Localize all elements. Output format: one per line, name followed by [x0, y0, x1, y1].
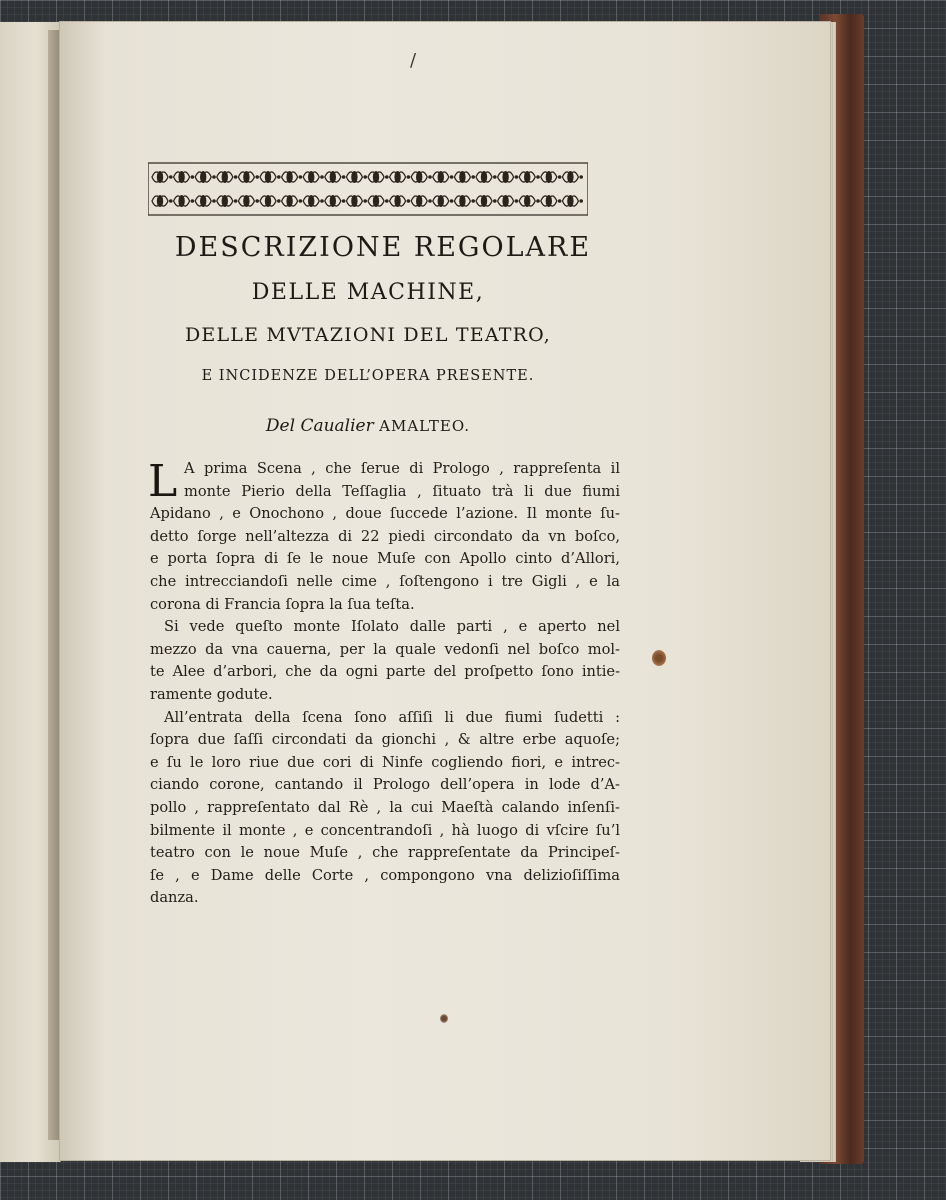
fleuron-glyph [260, 171, 281, 183]
fleuron-glyph [174, 171, 195, 183]
fleuron-glyph [519, 171, 540, 183]
fleuron-glyph [411, 195, 432, 207]
drop-cap: L [148, 456, 178, 507]
body-text [150, 458, 620, 910]
fleuron-glyph [282, 171, 303, 183]
text-line: detto ſorge nell’altezza di 22 piedi circondato da vn boſco, [150, 527, 620, 545]
text-line: teatro con le noue Muſe , che rappreſentate da Principeſ- [150, 844, 620, 862]
text-line: bilmente il monte , e concentrandoſi , hà luogo di vſcire ſu’l [150, 821, 620, 839]
fleuron-glyph [541, 195, 562, 207]
fleuron-glyph [238, 195, 259, 207]
title-line-3: DELLE MVTAZIONI DEL TEATRO, [184, 324, 552, 346]
paper-stain [440, 1014, 448, 1023]
fleuron-glyph [346, 195, 367, 207]
title-line-1: DESCRIZIONE REGOLARE [174, 232, 592, 263]
paragraph-3 [150, 707, 620, 910]
folio-mark: / [410, 50, 417, 71]
text-line: ſe , e Dame delle Corte , compongono vna delizioſiſſima [150, 866, 620, 884]
text-line: pollo , rappreſentato dal Rè , la cui Maeſtà calando inſenſi- [150, 798, 620, 816]
fleuron-glyph [454, 171, 475, 183]
book-page [60, 22, 830, 1160]
fleuron-glyph [174, 195, 195, 207]
text-line: che intrecciandoſi nelle cime , ſoſtengono i tre Gigli , e la [150, 572, 620, 590]
paper-stain [652, 650, 666, 666]
text-line: All’entrata della ſcena ſono aſſiſi li due fiumi ſudetti : [164, 708, 620, 726]
fleuron-glyph [390, 171, 411, 183]
text-line: Apidano , e Onochono , doue ſuccede l’azione. Il monte ſu- [150, 505, 620, 523]
fleuron-glyph [152, 171, 173, 183]
fleuron-glyph [411, 171, 432, 183]
text-line: ſopra due ſaſſi circondati da gionchi , & altre erbe aquoſe; [150, 731, 620, 749]
fleuron-glyph [217, 171, 238, 183]
fleuron-glyph [454, 195, 475, 207]
fleuron-glyph [238, 171, 259, 183]
fleuron-glyph [152, 195, 173, 207]
text-line: ramente godute. [150, 685, 273, 703]
paragraph-1 [150, 458, 620, 616]
fleuron-glyph [433, 195, 454, 207]
fleuron-glyph [325, 171, 346, 183]
fleuron-glyph [303, 195, 324, 207]
fleuron-glyph [346, 171, 367, 183]
fleuron-band-icon [148, 162, 588, 216]
fleuron-glyph [260, 195, 281, 207]
fleuron-glyph [562, 195, 583, 207]
fleuron-glyph [433, 171, 454, 183]
author-byline [148, 416, 588, 436]
text-line: corona di Francia ſopra la ſua teſta. [150, 595, 415, 613]
fleuron-glyph [368, 171, 389, 183]
fleuron-glyph [498, 195, 519, 207]
text-line: mezzo da vna cauerna, per la quale vedonſi nel boſco mol- [150, 640, 620, 658]
text-line: monte Pierio della Teſſaglia , ſituato trà li due fiumi [184, 482, 620, 500]
text-line: A prima Scena , che ſerue di Prologo , rappreſenta il [184, 460, 620, 477]
fleuron-glyph [519, 195, 540, 207]
fleuron-glyph [217, 195, 238, 207]
fleuron-glyph [282, 195, 303, 207]
fleuron-glyph [390, 195, 411, 207]
fleuron-glyph [498, 171, 519, 183]
byline-prefix: Del Caualier [265, 416, 374, 436]
title-line-2: DELLE MACHINE, [251, 280, 485, 305]
fleuron-glyph [541, 171, 562, 183]
fleuron-glyph [195, 171, 216, 183]
fleuron-glyph [195, 195, 216, 207]
byline-name: AMALTEO. [379, 417, 471, 435]
fleuron-glyph [303, 171, 324, 183]
text-line: e porta ſopra di ſe le noue Muſe con Apollo cinto d’Allori, [150, 550, 620, 568]
fleuron-glyph [562, 171, 583, 183]
title-line-4: E INCIDENZE DELL’OPERA PRESENTE. [201, 368, 535, 384]
text-line: e ſu le loro riue due cori di Ninfe cogliendo fiori, e intrec- [150, 753, 620, 771]
text-line: ciando corone, cantando il Prologo dell’opera in lode d’A- [150, 776, 620, 794]
text-line: danza. [150, 889, 199, 907]
text-line: Si vede queſto monte Iſolato dalle parti , e aperto nel [164, 618, 620, 636]
fleuron-glyph [476, 171, 497, 183]
fleuron-glyph [325, 195, 346, 207]
paragraph-2 [150, 616, 620, 706]
fleuron-glyph [476, 195, 497, 207]
fleuron-glyph [368, 195, 389, 207]
text-line: te Alee d’arbori, che da ogni parte del proſpetto ſono intie- [150, 663, 620, 681]
